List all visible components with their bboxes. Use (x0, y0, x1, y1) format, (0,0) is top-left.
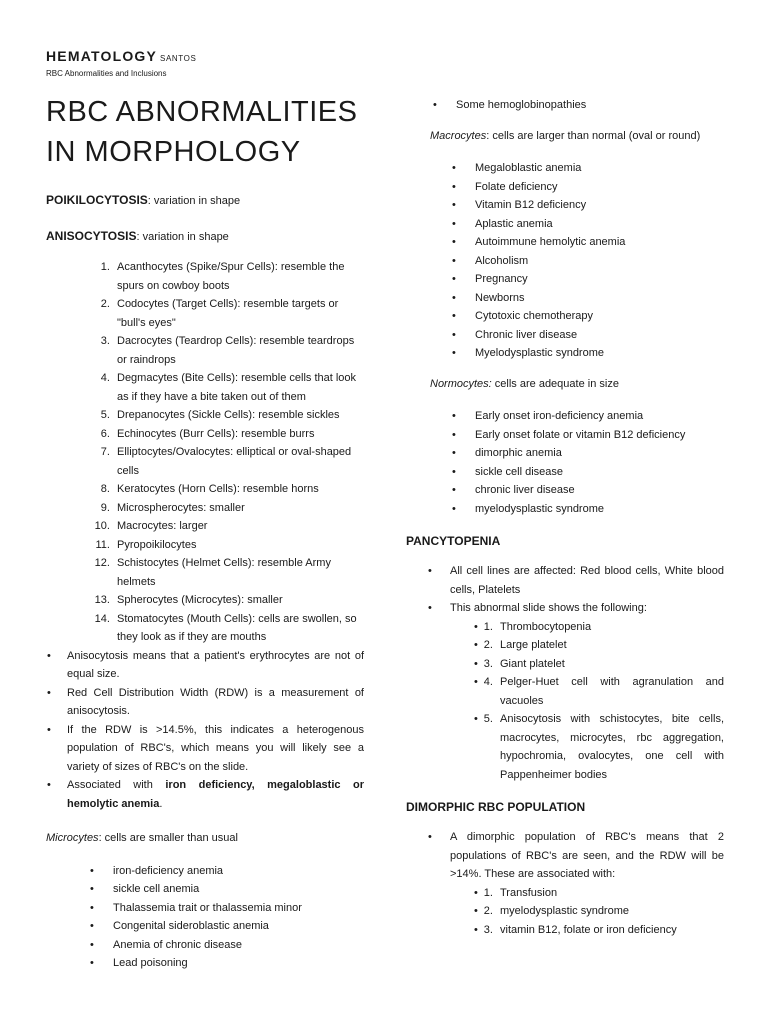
list-item: 2. Codocytes (Target Cells): resemble targets or "bull's eyes" (113, 295, 364, 332)
list-item: • Pregnancy (475, 270, 724, 289)
anisocytosis-notes (46, 647, 364, 814)
list-item: • myelodysplastic syndrome (475, 500, 724, 519)
macrocytes-list (406, 159, 724, 363)
header-title: HEMATOLOGY (46, 48, 158, 64)
list-item: • Folate deficiency (475, 178, 724, 197)
header-author: SANTOS (160, 54, 197, 63)
list-item: • Cytotoxic chemotherapy (475, 307, 724, 326)
list-item: 1. Acanthocytes (Spike/Spur Cells): resemble the spurs on cowboy boots (113, 258, 364, 295)
list-item: • This abnormal slide shows the following: • 1. Thrombocytopenia • 2. Large platelet • 3. Giant platelet • 4. Pelger-Huet cell with agranulation and vacuoles • 5. Anisocytosis with schistocytes, bite cells, macrocytes, microcytes, rbc aggregation, hypochromia, ovalocytes, one cell with Pappenheimer bodies (450, 599, 724, 784)
pancytopenia-heading: PANCYTOPENIA (406, 534, 501, 548)
list-item: • Newborns (475, 289, 724, 308)
list-item: • 1. Transfusion (496, 884, 724, 903)
list-item: 7. Elliptocytes/Ovalocytes: elliptical or oval-shaped cells (113, 443, 364, 480)
list-item: • Some hemoglobinopathies (456, 96, 724, 115)
list-item: • 5. Anisocytosis with schistocytes, bite cells, macrocytes, microcytes, rbc aggregation, hypochromia, ovalocytes, one cell with Pappenheimer bodies (496, 710, 724, 784)
list-item: • All cell lines are affected: Red blood cells, White blood cells, Platelets (450, 562, 724, 599)
list-item: • Red Cell Distribution Width (RDW) is a measurement of anisocytosis. (67, 684, 364, 721)
list-item: 14. Stomatocytes (Mouth Cells): cells are swollen, so they look as if they are mouths (113, 610, 364, 647)
list-item: 9. Microspherocytes: smaller (113, 499, 364, 518)
pancytopenia-list (406, 562, 724, 784)
dimorphic-list (406, 828, 724, 939)
list-item: 8. Keratocytes (Horn Cells): resemble horns (113, 480, 364, 499)
list-item: • sickle cell disease (475, 463, 724, 482)
normocytes-list (406, 407, 724, 518)
left-column (46, 48, 364, 973)
list-item: • 3. Giant platelet (496, 655, 724, 674)
list-item: 13. Spherocytes (Microcytes): smaller (113, 591, 364, 610)
list-item: 4. Degmacytes (Bite Cells): resemble cells that look as if they have a bite taken out of them (113, 369, 364, 406)
list-item: 3. Dacrocytes (Teardrop Cells): resemble teardrops or raindrops (113, 332, 364, 369)
microcytes-list-continued (406, 96, 724, 115)
list-item: • A dimorphic population of RBC's means that 2 populations of RBC's are seen, and the RDW will be >14%. These are associated with: • 1. Transfusion • 2. myelodysplastic syndrome • 3. vitamin B12, folate or iron deficiency (450, 828, 724, 939)
list-item: • iron-deficiency anemia (113, 862, 364, 881)
right-column (406, 96, 724, 939)
list-item: • If the RDW is >14.5%, this indicates a heterogenous population of RBC's, which means you will likely see a variety of sizes of RBC's on the slide. (67, 721, 364, 777)
list-item: • Associated with iron deficiency, megaloblastic or hemolytic anemia. (67, 776, 364, 813)
list-item: • dimorphic anemia (475, 444, 724, 463)
poikilocytosis-definition: POIKILOCYTOSIS: variation in shape (46, 193, 241, 208)
list-item: 5. Drepanocytes (Sickle Cells): resemble sickles (113, 406, 364, 425)
header-subtitle: RBC Abnormalities and Inclusions (46, 69, 167, 78)
list-item: • Alcoholism (475, 252, 724, 271)
dimorphic-associations (450, 884, 724, 940)
list-item: • Chronic liver disease (475, 326, 724, 345)
list-item: • Aplastic anemia (475, 215, 724, 234)
running-header (46, 48, 364, 64)
normocytes-heading: Normocytes: cells are adequate in size (430, 377, 619, 390)
list-item: 6. Echinocytes (Burr Cells): resemble burrs (113, 425, 364, 444)
list-item: • Early onset folate or vitamin B12 deficiency (475, 426, 724, 445)
list-item: • 4. Pelger-Huet cell with agranulation and vacuoles (496, 673, 724, 710)
dimorphic-heading: DIMORPHIC RBC POPULATION (406, 800, 586, 814)
list-item: • chronic liver disease (475, 481, 724, 500)
macrocytes-heading: Macrocytes: cells are larger than normal (oval or round) (430, 129, 701, 142)
list-item: 10. Macrocytes: larger (113, 517, 364, 536)
microcytes-list (46, 862, 364, 973)
anisocytosis-definition: ANISOCYTOSIS: variation in shape (46, 228, 229, 243)
list-item: • Megaloblastic anemia (475, 159, 724, 178)
list-item: • sickle cell anemia (113, 880, 364, 899)
list-item: • 3. vitamin B12, folate or iron deficiency (496, 921, 724, 940)
microcytes-heading: Microcytes: cells are smaller than usual (46, 832, 238, 845)
list-item: • Anisocytosis means that a patient's erythrocytes are not of equal size. (67, 647, 364, 684)
list-item: • Anemia of chronic disease (113, 936, 364, 955)
list-item: • Lead poisoning (113, 954, 364, 973)
list-item: • Autoimmune hemolytic anemia (475, 233, 724, 252)
list-item: • 1. Thrombocytopenia (496, 618, 724, 637)
list-item: 12. Schistocytes (Helmet Cells): resemble Army helmets (113, 554, 364, 591)
list-item: • Vitamin B12 deficiency (475, 196, 724, 215)
page-title: RBC ABNORMALITIES IN MORPHOLOGY (46, 96, 358, 168)
list-item: • 2. myelodysplastic syndrome (496, 902, 724, 921)
pancytopenia-findings (450, 618, 724, 785)
cell-type-list (46, 258, 364, 647)
list-item: 11. Pyropoikilocytes (113, 536, 364, 555)
list-item: • Early onset iron-deficiency anemia (475, 407, 724, 426)
list-item: • Congenital sideroblastic anemia (113, 917, 364, 936)
list-item: • 2. Large platelet (496, 636, 724, 655)
list-item: • Myelodysplastic syndrome (475, 344, 724, 363)
list-item: • Thalassemia trait or thalassemia minor (113, 899, 364, 918)
